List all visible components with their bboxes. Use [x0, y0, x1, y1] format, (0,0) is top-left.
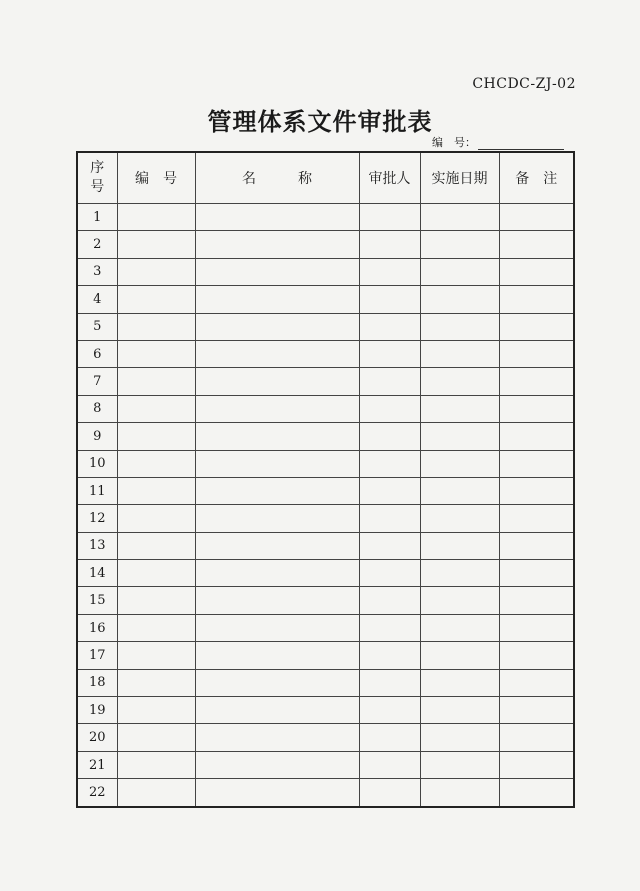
page-title: 管理体系文件审批表 [207, 107, 433, 136]
table-row [77, 450, 574, 477]
row-name-cell[interactable] [195, 587, 359, 614]
table-row [77, 423, 574, 450]
header-seq [77, 152, 117, 204]
row-name-cell[interactable] [195, 505, 359, 532]
row-remarks-cell[interactable] [499, 724, 574, 751]
row-seq-cell: 5 [77, 313, 117, 340]
row-name-cell[interactable] [195, 532, 359, 559]
row-date-cell[interactable] [420, 505, 499, 532]
row-remarks-cell[interactable] [499, 313, 574, 340]
row-date-cell[interactable] [420, 423, 499, 450]
table-row [77, 642, 574, 669]
row-name-cell[interactable] [195, 231, 359, 258]
row-number-cell[interactable] [117, 204, 195, 231]
table-row [77, 779, 574, 807]
row-number-cell[interactable] [117, 587, 195, 614]
row-date-cell[interactable] [420, 697, 499, 724]
row-number-cell[interactable] [117, 423, 195, 450]
row-seq-cell: 7 [77, 368, 117, 395]
row-date-cell[interactable] [420, 779, 499, 807]
row-name-cell[interactable] [195, 313, 359, 340]
table-row [77, 751, 574, 778]
row-name-cell[interactable] [195, 340, 359, 367]
row-remarks-cell[interactable] [499, 450, 574, 477]
row-remarks-cell[interactable] [499, 614, 574, 641]
row-seq-cell: 11 [77, 477, 117, 504]
table-row [77, 560, 574, 587]
table-row [77, 286, 574, 313]
row-approver-cell[interactable] [359, 231, 420, 258]
row-seq-cell: 17 [77, 642, 117, 669]
row-approver-cell[interactable] [359, 751, 420, 778]
table-header-row [77, 152, 574, 204]
number-blank-line[interactable] [478, 137, 564, 150]
table-row [77, 505, 574, 532]
row-number-cell[interactable] [117, 669, 195, 696]
row-number-cell[interactable] [117, 231, 195, 258]
row-date-cell[interactable] [420, 313, 499, 340]
row-remarks-cell[interactable] [499, 423, 574, 450]
row-name-cell[interactable] [195, 697, 359, 724]
table-row [77, 697, 574, 724]
header-date: 实施日期 [420, 152, 499, 204]
table-row [77, 724, 574, 751]
row-number-cell[interactable] [117, 286, 195, 313]
row-remarks-cell[interactable] [499, 505, 574, 532]
row-name-cell[interactable] [195, 614, 359, 641]
row-approver-cell[interactable] [359, 286, 420, 313]
table-row [77, 532, 574, 559]
row-approver-cell[interactable] [359, 340, 420, 367]
row-remarks-cell[interactable] [499, 368, 574, 395]
row-date-cell[interactable] [420, 340, 499, 367]
row-number-cell[interactable] [117, 614, 195, 641]
row-name-cell[interactable] [195, 669, 359, 696]
row-name-cell[interactable] [195, 258, 359, 285]
row-remarks-cell[interactable] [499, 532, 574, 559]
row-seq-cell: 19 [77, 697, 117, 724]
row-name-cell[interactable] [195, 779, 359, 807]
row-remarks-cell[interactable] [499, 286, 574, 313]
row-number-cell[interactable] [117, 258, 195, 285]
row-remarks-cell[interactable] [499, 477, 574, 504]
row-seq-cell: 21 [77, 751, 117, 778]
row-name-cell[interactable] [195, 204, 359, 231]
row-number-cell[interactable] [117, 450, 195, 477]
row-remarks-cell[interactable] [499, 669, 574, 696]
number-field [432, 134, 564, 150]
row-seq-cell: 4 [77, 286, 117, 313]
number-label: 编 号： [432, 136, 476, 149]
row-number-cell[interactable] [117, 505, 195, 532]
row-remarks-cell[interactable] [499, 779, 574, 807]
row-approver-cell[interactable] [359, 395, 420, 422]
row-remarks-cell[interactable] [499, 395, 574, 422]
row-date-cell[interactable] [420, 450, 499, 477]
row-approver-cell[interactable] [359, 532, 420, 559]
row-date-cell[interactable] [420, 286, 499, 313]
row-seq-cell: 18 [77, 669, 117, 696]
row-date-cell[interactable] [420, 368, 499, 395]
row-date-cell[interactable] [420, 477, 499, 504]
row-name-cell[interactable] [195, 642, 359, 669]
row-number-cell[interactable] [117, 751, 195, 778]
row-approver-cell[interactable] [359, 477, 420, 504]
row-approver-cell[interactable] [359, 642, 420, 669]
row-name-cell[interactable] [195, 724, 359, 751]
row-number-cell[interactable] [117, 560, 195, 587]
row-approver-cell[interactable] [359, 423, 420, 450]
row-date-cell[interactable] [420, 560, 499, 587]
table-row [77, 477, 574, 504]
row-name-cell[interactable] [195, 450, 359, 477]
table-row [77, 313, 574, 340]
row-number-cell[interactable] [117, 532, 195, 559]
row-seq-cell: 1 [77, 204, 117, 231]
row-date-cell[interactable] [420, 204, 499, 231]
table-row [77, 231, 574, 258]
row-date-cell[interactable] [420, 751, 499, 778]
row-remarks-cell[interactable] [499, 560, 574, 587]
row-approver-cell[interactable] [359, 614, 420, 641]
row-date-cell[interactable] [420, 587, 499, 614]
header-seq-line1: 序 [90, 160, 105, 176]
row-seq-cell: 6 [77, 340, 117, 367]
table-row [77, 258, 574, 285]
approval-table [76, 151, 575, 808]
row-number-cell[interactable] [117, 395, 195, 422]
row-seq-cell: 8 [77, 395, 117, 422]
row-number-cell[interactable] [117, 724, 195, 751]
row-date-cell[interactable] [420, 258, 499, 285]
row-approver-cell[interactable] [359, 313, 420, 340]
row-approver-cell[interactable] [359, 450, 420, 477]
document-code: CHCDC-ZJ-02 [472, 76, 576, 92]
row-number-cell[interactable] [117, 368, 195, 395]
row-approver-cell[interactable] [359, 204, 420, 231]
row-seq-cell: 20 [77, 724, 117, 751]
row-date-cell[interactable] [420, 724, 499, 751]
row-approver-cell[interactable] [359, 560, 420, 587]
table-row [77, 368, 574, 395]
row-approver-cell[interactable] [359, 258, 420, 285]
header-seq-line2: 号 [90, 179, 105, 195]
table-row [77, 614, 574, 641]
header-number: 编 号 [117, 152, 195, 204]
row-seq-cell: 14 [77, 560, 117, 587]
table-row [77, 669, 574, 696]
row-approver-cell[interactable] [359, 779, 420, 807]
row-number-cell[interactable] [117, 642, 195, 669]
row-approver-cell[interactable] [359, 697, 420, 724]
row-seq-cell: 13 [77, 532, 117, 559]
row-date-cell[interactable] [420, 532, 499, 559]
row-seq-cell: 9 [77, 423, 117, 450]
row-remarks-cell[interactable] [499, 340, 574, 367]
row-name-cell[interactable] [195, 751, 359, 778]
row-seq-cell: 22 [77, 779, 117, 807]
row-remarks-cell[interactable] [499, 587, 574, 614]
row-seq-cell: 15 [77, 587, 117, 614]
row-number-cell[interactable] [117, 313, 195, 340]
row-approver-cell[interactable] [359, 368, 420, 395]
row-remarks-cell[interactable] [499, 258, 574, 285]
row-seq-cell: 16 [77, 614, 117, 641]
row-approver-cell[interactable] [359, 587, 420, 614]
row-number-cell[interactable] [117, 779, 195, 807]
row-name-cell[interactable] [195, 560, 359, 587]
row-approver-cell[interactable] [359, 724, 420, 751]
table-row [77, 204, 574, 231]
row-remarks-cell[interactable] [499, 751, 574, 778]
row-approver-cell[interactable] [359, 505, 420, 532]
table-row [77, 587, 574, 614]
row-remarks-cell[interactable] [499, 642, 574, 669]
row-number-cell[interactable] [117, 340, 195, 367]
row-name-cell[interactable] [195, 368, 359, 395]
row-number-cell[interactable] [117, 477, 195, 504]
row-number-cell[interactable] [117, 697, 195, 724]
row-remarks-cell[interactable] [499, 204, 574, 231]
header-name: 名 称 [195, 152, 359, 204]
header-remarks: 备 注 [499, 152, 574, 204]
row-seq-cell: 10 [77, 450, 117, 477]
row-seq-cell: 12 [77, 505, 117, 532]
row-name-cell[interactable] [195, 395, 359, 422]
row-date-cell[interactable] [420, 395, 499, 422]
table-row [77, 340, 574, 367]
row-date-cell[interactable] [420, 231, 499, 258]
row-remarks-cell[interactable] [499, 231, 574, 258]
row-date-cell[interactable] [420, 642, 499, 669]
row-seq-cell: 3 [77, 258, 117, 285]
row-name-cell[interactable] [195, 477, 359, 504]
header-approver: 审批人 [359, 152, 420, 204]
row-date-cell[interactable] [420, 669, 499, 696]
row-name-cell[interactable] [195, 423, 359, 450]
row-seq-cell: 2 [77, 231, 117, 258]
row-approver-cell[interactable] [359, 669, 420, 696]
table-row [77, 395, 574, 422]
row-date-cell[interactable] [420, 614, 499, 641]
row-name-cell[interactable] [195, 286, 359, 313]
row-remarks-cell[interactable] [499, 697, 574, 724]
